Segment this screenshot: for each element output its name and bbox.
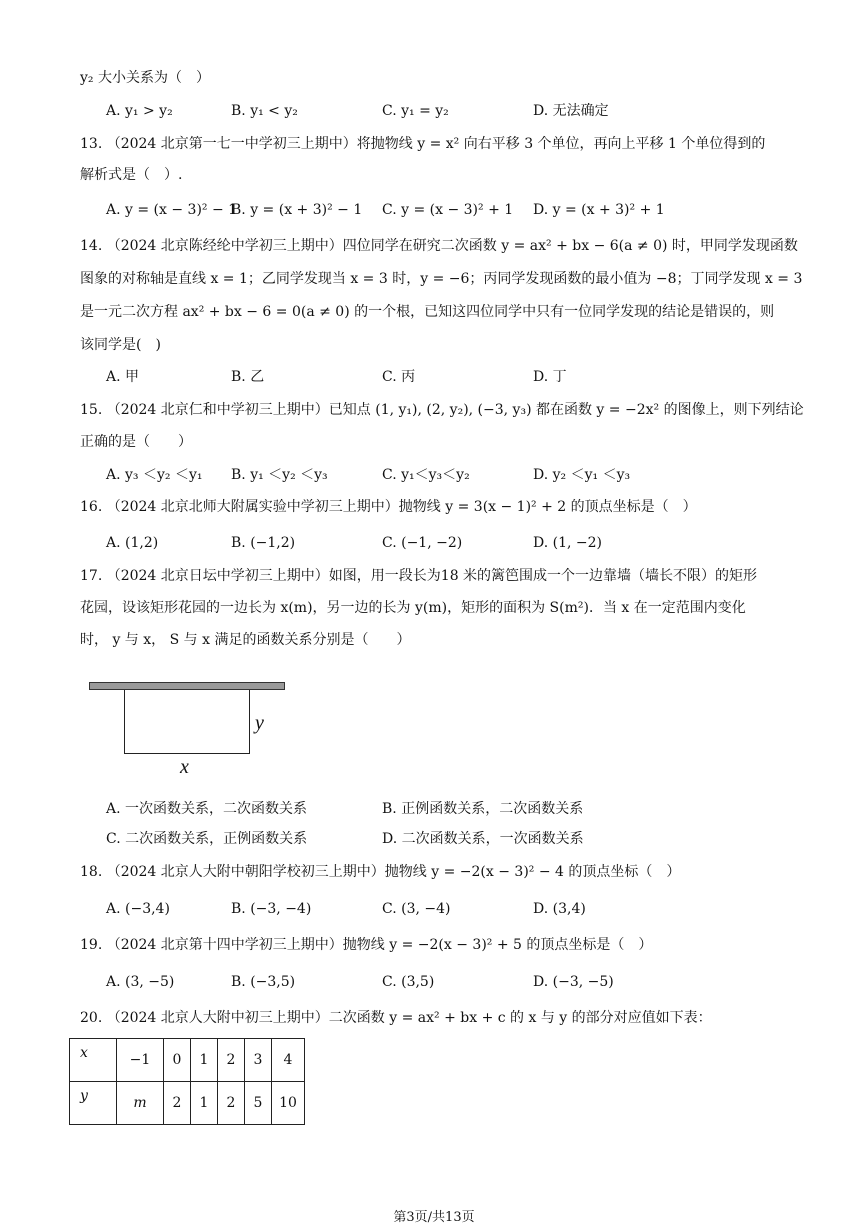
q16-stem-line1: 16. （2024 北京北师大附属实验中学初三上期中）抛物线 y = 3(x − 1)² + 2 的顶点坐标是（ ）	[80, 499, 697, 515]
q17-stem-line1: 17. （2024 北京日坛中学初三上期中）如图，用一段长为18 米的篱笆围成一个一边靠墙（墙长不限）的矩形	[80, 568, 758, 584]
q13-option-c: C. y = (x − 3)² + 1	[382, 202, 514, 218]
q19-option-c: C. (3,5)	[382, 974, 435, 990]
q15-option-a: A. y₃ ＜y₂ ＜y₁	[106, 467, 203, 483]
table-row	[70, 1039, 305, 1082]
table-cell: 0	[164, 1039, 191, 1082]
q19-option-b: B. (−3,5)	[231, 974, 296, 990]
q20-value-table	[69, 1038, 305, 1125]
q18-option-c: C. (3, −4)	[382, 901, 451, 917]
q19-option-d: D. (−3, −5)	[533, 974, 614, 990]
q12-option-b: B. y₁ < y₂	[231, 103, 298, 119]
table-cell: 2	[164, 1082, 191, 1125]
q16-option-b: B. (−1,2)	[231, 535, 296, 551]
q17-stem-line2: 花园，设该矩形花园的一边长为 x(m)，另一边的长为 y(m)，矩形的面积为 S(m²)．当 x 在一定范围内变化	[80, 600, 746, 616]
table-cell: 4	[272, 1039, 305, 1082]
table-cell: x	[70, 1039, 117, 1082]
q18-option-d: D. (3,4)	[533, 901, 586, 917]
q14-stem-line2: 图象的对称轴是直线 x = 1；乙同学发现当 x = 3 时，y = −6；丙同学发现函数的最小值为 −8；丁同学发现 x = 3	[80, 271, 803, 287]
q16-option-d: D. (1, −2)	[533, 535, 602, 551]
wall-shape	[89, 682, 285, 690]
q12-option-d: D. 无法确定	[533, 103, 609, 119]
q15-option-b: B. y₁ ＜y₂ ＜y₃	[231, 467, 328, 483]
table-cell: 1	[191, 1039, 218, 1082]
table-cell: y	[70, 1082, 117, 1125]
q19-stem-line1: 19. （2024 北京第十四中学初三上期中）抛物线 y = −2(x − 3)² + 5 的顶点坐标是（ ）	[80, 937, 653, 953]
q13-option-d: D. y = (x + 3)² + 1	[533, 202, 665, 218]
q20-stem-line1: 20. （2024 北京人大附中初三上期中）二次函数 y = ax² + bx + c 的 x 与 y 的部分对应值如下表：	[80, 1010, 712, 1026]
table-cell: 2	[218, 1039, 245, 1082]
q14-option-a: A. 甲	[106, 369, 140, 385]
q15-stem-line1: 15. （2024 北京仁和中学初三上期中）已知点 (1, y₁), (2, y₂), (−3, y₃) 都在函数 y = −2x² 的图像上，则下列结论	[80, 402, 804, 418]
q16-option-a: A. (1,2)	[106, 535, 159, 551]
table-cell: 10	[272, 1082, 305, 1125]
q13-stem-line1: 13. （2024 北京第一七一中学初三上期中）将抛物线 y = x² 向右平移 3 个单位，再向上平移 1 个单位得到的	[80, 136, 766, 152]
q15-option-d: D. y₂ ＜y₁ ＜y₃	[533, 467, 631, 483]
q14-stem-line4: 该同学是( )	[80, 337, 161, 353]
table-cell: m	[117, 1082, 164, 1125]
q18-option-b: B. (−3, −4)	[231, 901, 312, 917]
q17-option-d: D. 二次函数关系，一次函数关系	[382, 831, 584, 847]
figure-label-x: x	[180, 756, 189, 778]
table-cell: 1	[191, 1082, 218, 1125]
q12-option-c: C. y₁ = y₂	[382, 103, 449, 119]
table-cell: 3	[245, 1039, 272, 1082]
q14-option-c: C. 丙	[382, 369, 416, 385]
q12-continuation: y₂ 大小关系为（ ）	[80, 70, 210, 86]
q13-option-b: B. y = (x + 3)² − 1	[231, 202, 363, 218]
q13-option-a: A. y = (x − 3)² − 1	[106, 202, 238, 218]
q14-option-b: B. 乙	[231, 369, 265, 385]
table-cell: 2	[218, 1082, 245, 1125]
table-cell: −1	[117, 1039, 164, 1082]
q14-option-d: D. 丁	[533, 369, 567, 385]
garden-rectangle	[124, 690, 250, 754]
q15-option-c: C. y₁＜y₃＜y₂	[382, 467, 470, 483]
q13-stem-line2: 解析式是（ ）.	[80, 167, 183, 183]
q17-option-b: B. 正例函数关系，二次函数关系	[382, 801, 584, 817]
q17-stem-line3: 时， y 与 x， S 与 x 满足的函数关系分别是（ ）	[80, 632, 411, 648]
table-row	[70, 1082, 305, 1125]
q17-option-c: C. 二次函数关系，正例函数关系	[106, 831, 308, 847]
q14-stem-line1: 14. （2024 北京陈经纶中学初三上期中）四位同学在研究二次函数 y = ax² + bx − 6(a ≠ 0) 时，甲同学发现函数	[80, 238, 798, 254]
q12-option-a: A. y₁ > y₂	[106, 103, 173, 119]
page-footer: 第3页/共13页	[393, 1210, 475, 1225]
q17-option-a: A. 一次函数关系，二次函数关系	[106, 801, 308, 817]
q16-option-c: C. (−1, −2)	[382, 535, 463, 551]
q14-stem-line3: 是一元二次方程 ax² + bx − 6 = 0(a ≠ 0) 的一个根，已知这四位同学中只有一位同学发现的结论是错误的，则	[80, 304, 775, 320]
q18-option-a: A. (−3,4)	[106, 901, 170, 917]
table-cell: 5	[245, 1082, 272, 1125]
q18-stem-line1: 18. （2024 北京人大附中朝阳学校初三上期中）抛物线 y = −2(x − 3)² − 4 的顶点坐标（ ）	[80, 864, 681, 880]
q15-stem-line2: 正确的是（ ）	[80, 434, 192, 450]
figure-label-y: y	[255, 712, 264, 734]
q19-option-a: A. (3, −5)	[106, 974, 175, 990]
